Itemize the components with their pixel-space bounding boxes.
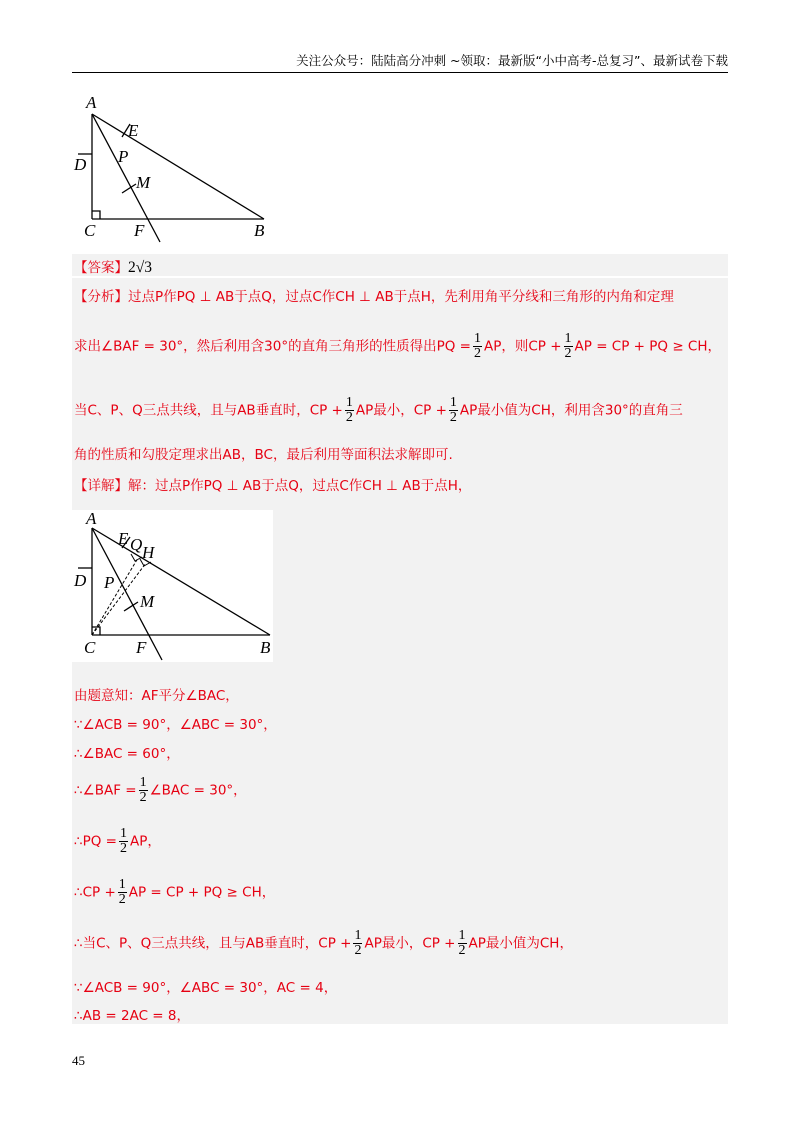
- label-F: F: [136, 638, 147, 657]
- answer-tag: 【答案】: [74, 260, 128, 276]
- analysis-shade: [72, 278, 728, 468]
- page-header: 关注公众号：陆陆高分冲刺 ~领取：最新版“小中高考-总复习”、最新试卷下载: [72, 50, 728, 73]
- analysis-line-3: [74, 396, 683, 425]
- fraction-half: $\frac{1}{2}$: [139, 775, 147, 805]
- analysis-line-1: [74, 285, 674, 305]
- detail-line-1: [74, 474, 471, 494]
- label-C: C: [84, 221, 96, 240]
- step-8: ∵∠ACB = 90°，∠ABC = 30°，AC = 4，: [74, 980, 338, 996]
- detail-text-1: 解：过点P作PQ ⊥ AB于点Q，过点C作CH ⊥ AB于点H，: [128, 478, 472, 494]
- triangle-figure-1: [72, 92, 282, 252]
- analysis-text-2b: AP，则CP +: [483, 338, 562, 355]
- label-P: P: [118, 147, 129, 166]
- label-H: H: [142, 543, 155, 562]
- answer-shade: [72, 254, 728, 276]
- label-M: M: [136, 173, 151, 192]
- fraction-half: $\frac{1}{2}$: [354, 928, 362, 958]
- fraction-half: $\frac{1}{2}$: [345, 395, 353, 425]
- label-A: A: [86, 93, 97, 112]
- fraction-half: $\frac{1}{2}$: [458, 928, 466, 958]
- step-9: ∴AB = 2AC = 8，: [74, 1008, 190, 1024]
- triangle-figure-2: [72, 510, 273, 662]
- label-M: M: [140, 592, 155, 611]
- analysis-tag: 【分析】: [74, 289, 128, 305]
- fraction-half: $\frac{1}{2}$: [118, 877, 126, 907]
- analysis-text-1: 过点P作PQ ⊥ AB于点Q，过点C作CH ⊥ AB于点H，先利用角平分线和三角形的内角和定理: [128, 289, 674, 305]
- answer-line: [74, 256, 152, 277]
- label-A: A: [86, 510, 97, 528]
- label-F: F: [134, 221, 145, 240]
- label-C: C: [84, 638, 96, 657]
- fraction-half: $\frac{1}{2}$: [449, 395, 457, 425]
- label-P: P: [104, 573, 115, 592]
- step-5: ∴PQ = $\frac{1}{2}$ AP，: [74, 826, 161, 856]
- step-2: ∵∠ACB = 90°，∠ABC = 30°，: [74, 717, 277, 733]
- analysis-line-4: [74, 443, 453, 463]
- step-7: ∴当C、P、Q三点共线，且与AB垂直时，CP + $\frac{1}{2}$ AP最小，CP + $\frac{1}{2}$ AP最小值为CH，: [74, 928, 573, 958]
- label-Q: Q: [130, 535, 143, 554]
- analysis-text-2c: AP = CP + PQ ≥ CH，: [574, 338, 722, 355]
- step-6: ∴CP + $\frac{1}{2}$ AP = CP + PQ ≥ CH，: [74, 877, 276, 907]
- analysis-text-3a: 当C、P、Q三点共线，且与AB垂直时，CP +: [74, 402, 343, 419]
- analysis-text-3b: AP最小，CP +: [355, 402, 447, 419]
- label-D: D: [74, 571, 87, 590]
- detail-tag: 【详解】: [74, 478, 128, 494]
- label-D: D: [74, 155, 87, 174]
- answer-value: 2√3: [128, 259, 153, 276]
- analysis-text-2a: 求出∠BAF = 30°，然后利用含30°的直角三角形的性质得出PQ =: [74, 338, 471, 355]
- fraction-half: $\frac{1}{2}$: [119, 826, 127, 856]
- analysis-text-4: 角的性质和勾股定理求出AB，BC，最后利用等面积法求解即可.: [74, 447, 453, 463]
- step-3: ∴∠BAC = 60°，: [74, 746, 180, 762]
- analysis-line-2: [74, 332, 721, 361]
- label-E: E: [118, 529, 129, 548]
- step-1: 由题意知：AF平分∠BAC，: [74, 688, 239, 704]
- fraction-half: $\frac{1}{2}$: [564, 331, 572, 361]
- label-B: B: [254, 221, 265, 240]
- label-E: E: [128, 121, 139, 140]
- analysis-text-3c: AP最小值为CH，利用含30°的直角三: [459, 402, 683, 419]
- step-4: ∴∠BAF = $\frac{1}{2}$ ∠BAC = 30°，: [74, 775, 247, 805]
- page-number: 45: [72, 1053, 85, 1068]
- fraction-half: $\frac{1}{2}$: [473, 331, 481, 361]
- label-B: B: [260, 638, 271, 657]
